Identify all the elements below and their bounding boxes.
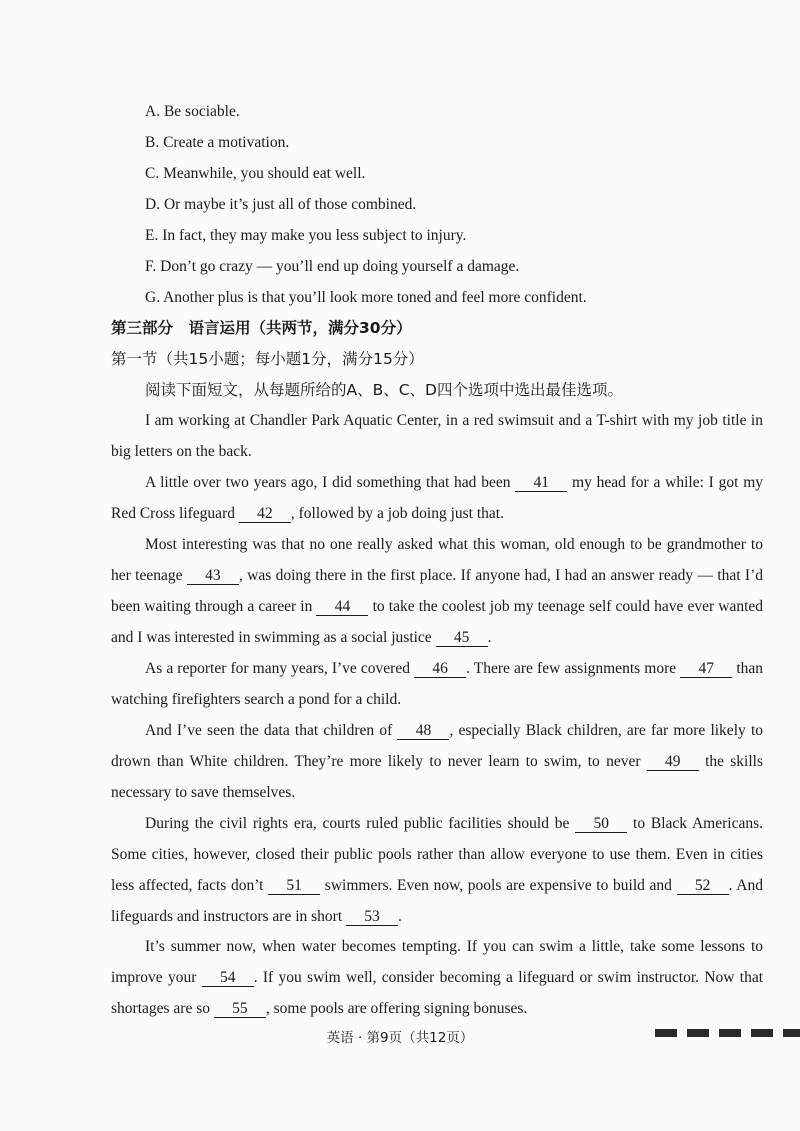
text: my head for a while: I got my Red Cross lifeguard: [111, 474, 763, 522]
blank-47: 47: [680, 661, 732, 678]
text: the skills necessary to save themselves.: [111, 753, 764, 801]
blank-42: 42: [239, 506, 291, 523]
paragraph-4: [111, 653, 763, 715]
blank-54: 54: [202, 970, 254, 987]
registration-bar: [751, 1029, 773, 1037]
blank-49: 49: [647, 754, 699, 771]
blank-53: 53: [346, 909, 398, 926]
text: , was doing there in the first place. If anyone had, I had an answer ready — that I’d been waiting through a career in: [111, 567, 764, 615]
text: . If you swim well, consider becoming a lifeguard or swim instructor. Now that shortages are so: [111, 969, 763, 1017]
paragraph-2: [111, 467, 763, 529]
registration-bar: [687, 1029, 709, 1037]
option-c: C. Meanwhile, you should eat well.: [145, 165, 366, 182]
blank-45: 45: [436, 630, 488, 647]
text: . There are few assignments more: [466, 660, 677, 677]
blank-44: 44: [316, 599, 368, 616]
text: to Black Americans. Some cities, however, closed their public pools rather than allow everyone to use them. Even in cities less affected, facts don’t: [111, 815, 764, 894]
text: A little over two years ago, I did something that had been: [145, 474, 511, 491]
text: swimmers. Even now, pools are expensive to build and: [324, 877, 672, 894]
blank-52: 52: [677, 878, 729, 895]
instruction-text: 阅读下面短文，从每题所给的A、B、C、D四个选项中选出最佳选项。: [145, 381, 623, 399]
blank-50: 50: [575, 816, 627, 833]
text: . And lifeguards and instructors are in short: [111, 877, 763, 925]
option-e: E. In fact, they may make you less subject to injury.: [145, 227, 467, 244]
paragraph-1: [111, 405, 763, 467]
blank-41: 41: [515, 475, 567, 492]
text: And I’ve seen the data that children of: [145, 722, 393, 739]
paragraph-5: [111, 715, 763, 808]
text: to take the coolest job my teenage self could have ever wanted and I was interested in swimming as a social justice: [111, 598, 764, 646]
registration-bar: [719, 1029, 741, 1037]
paragraph-3: [111, 529, 763, 653]
text: than watching firefighters search a pond for a child.: [111, 660, 764, 708]
blank-48: 48: [397, 723, 449, 740]
option-a: A. Be sociable.: [145, 103, 240, 120]
text: During the civil rights era, courts ruled public facilities should be: [145, 815, 570, 832]
paragraph-6: [111, 808, 763, 932]
registration-bar: [783, 1029, 800, 1037]
text: , followed by a job doing just that.: [290, 505, 504, 522]
text: , especially Black children, are far more likely to drown than White children. They’re more likely to never learn to swim, to never: [111, 722, 763, 770]
option-d: D. Or maybe it’s just all of those combined.: [145, 196, 417, 213]
paragraph-1-text: I am working at Chandler Park Aquatic Center, in a red swimsuit and a T-shirt with my job title in big letters on the back.: [111, 412, 763, 460]
part3-heading: 第三部分 语言运用（共两节，满分30分）: [111, 319, 412, 337]
blank-51: 51: [268, 878, 320, 895]
page-footer: 英语 · 第9页（共12页）: [326, 1030, 474, 1046]
registration-bar: [655, 1029, 677, 1037]
registration-marks: [655, 1029, 800, 1037]
option-f: F. Don’t go crazy — you’ll end up doing yourself a damage.: [145, 258, 520, 275]
paragraph-7: [111, 931, 763, 1024]
text: Most interesting was that no one really asked what this woman, old enough to be grandmother to her teenage: [111, 536, 763, 584]
text: It’s summer now, when water becomes tempting. If you can swim a little, take some lessons to improve your: [111, 938, 763, 986]
option-b: B. Create a motivation.: [145, 134, 290, 151]
text: .: [398, 908, 402, 925]
blank-55: 55: [214, 1001, 266, 1018]
section1-heading: 第一节（共15小题；每小题1分，满分15分）: [111, 350, 424, 368]
text: , some pools are offering signing bonuses.: [265, 1000, 528, 1017]
blank-46: 46: [414, 661, 466, 678]
text: As a reporter for many years, I’ve covered: [145, 660, 410, 677]
blank-43: 43: [187, 568, 239, 585]
option-g: G. Another plus is that you’ll look more toned and feel more confident.: [145, 289, 587, 306]
text: .: [487, 629, 492, 646]
